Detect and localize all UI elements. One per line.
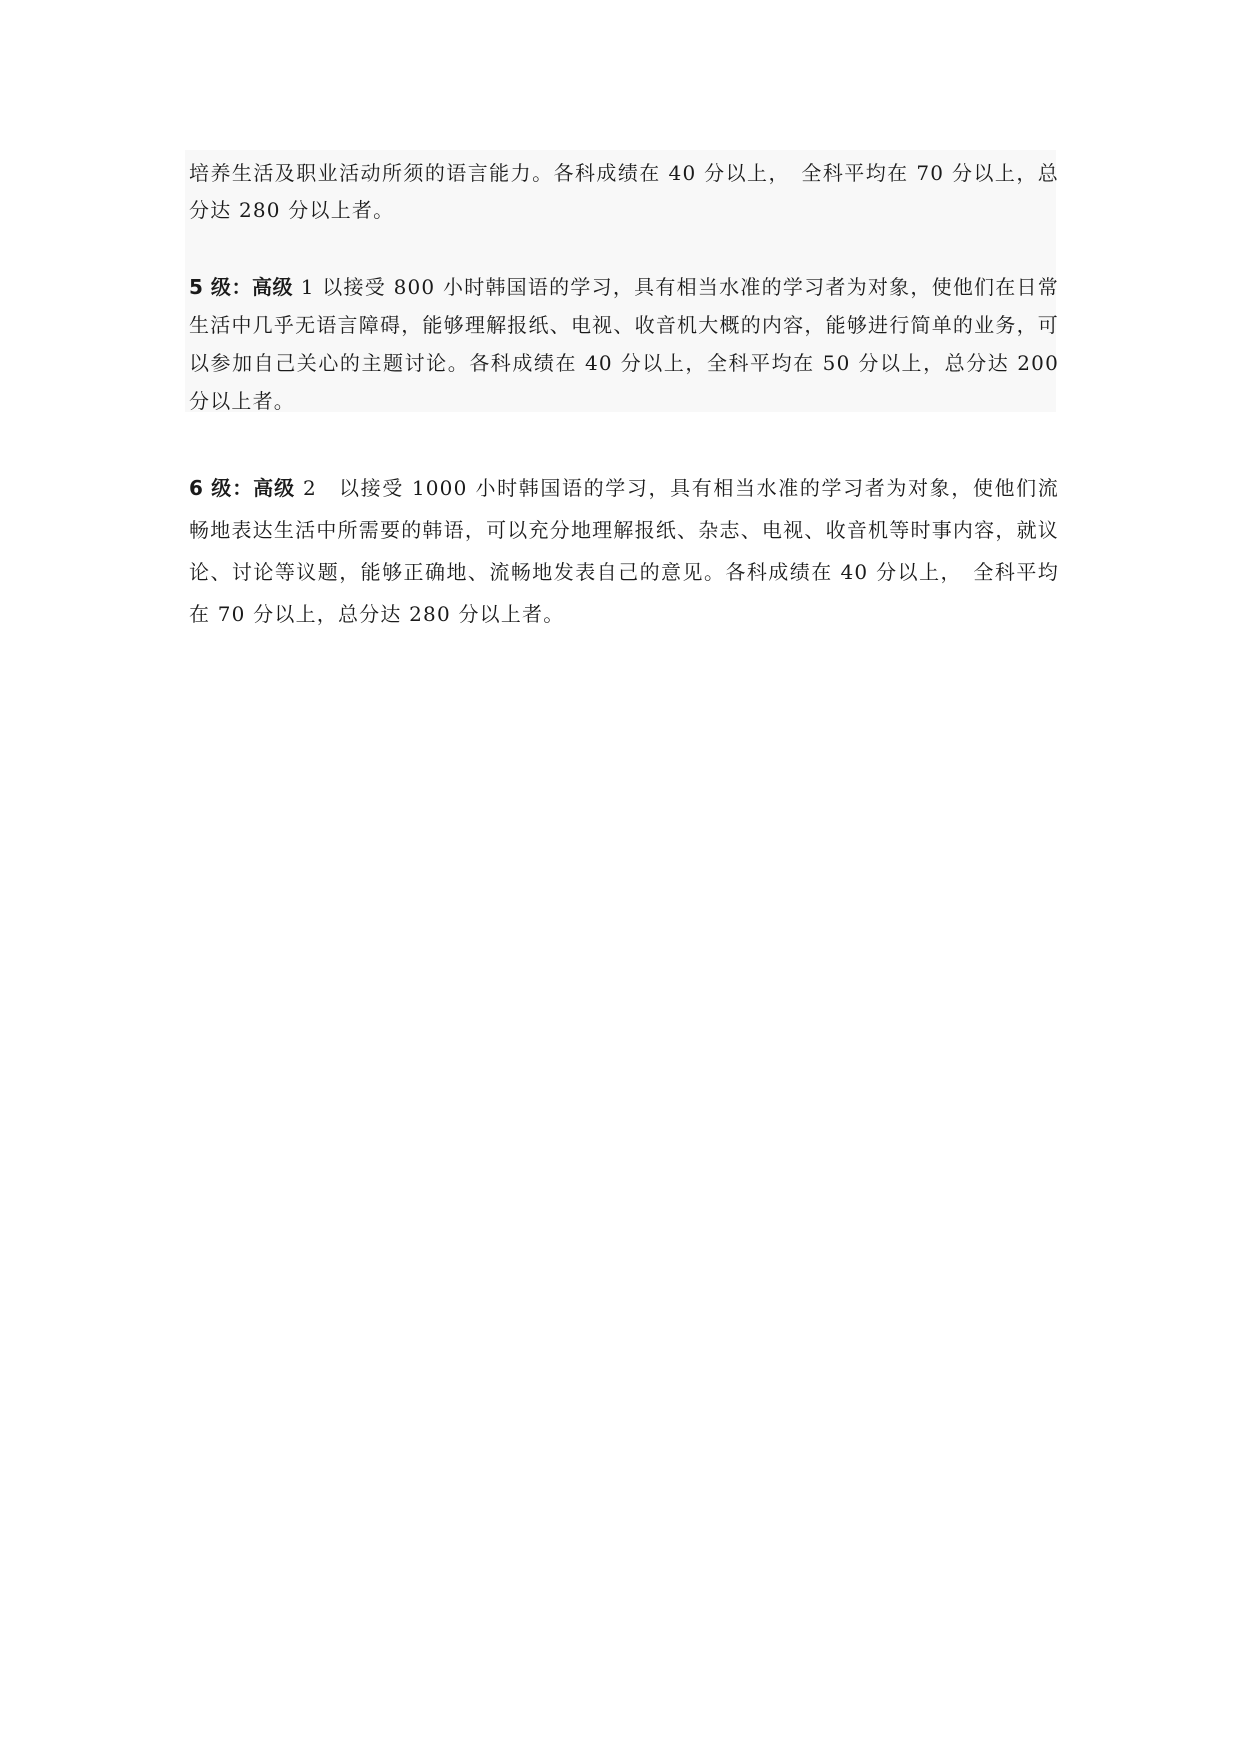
- level-heading: 6 级：高级: [189, 476, 296, 500]
- paragraph-text: 1 以接受 800 小时韩国语的学习，具有相当水准的学习者为对象，使他们在日常生活中几乎无语言障碍，能够理解报纸、电视、收音机大概的内容，能够进行简单的业务，可以参加自己关心的主题讨论。各科成绩在 40 分以上，全科平均在 50 分以上，总分达 200 分以上者。: [189, 275, 1059, 413]
- level-heading: 5 级：高级: [189, 275, 294, 299]
- paragraph-text: 培养生活及职业活动所须的语言能力。各科成绩在 40 分以上， 全科平均在 70 分以上，总分达 280 分以上者。: [189, 161, 1059, 222]
- paragraph-level-4-continuation: [189, 155, 1059, 229]
- paragraph-level-5: [189, 268, 1059, 420]
- paragraph-level-6: [189, 467, 1059, 635]
- paragraph-text: 2 以接受 1000 小时韩国语的学习，具有相当水准的学习者为对象，使他们流畅地表达生活中所需要的韩语，可以充分地理解报纸、杂志、电视、收音机等时事内容，就议论、讨论等议题，能够正确地、流畅地发表自己的意见。各科成绩在 40 分以上， 全科平均在 70 分以上，总分达 280 分以上者。: [189, 476, 1059, 626]
